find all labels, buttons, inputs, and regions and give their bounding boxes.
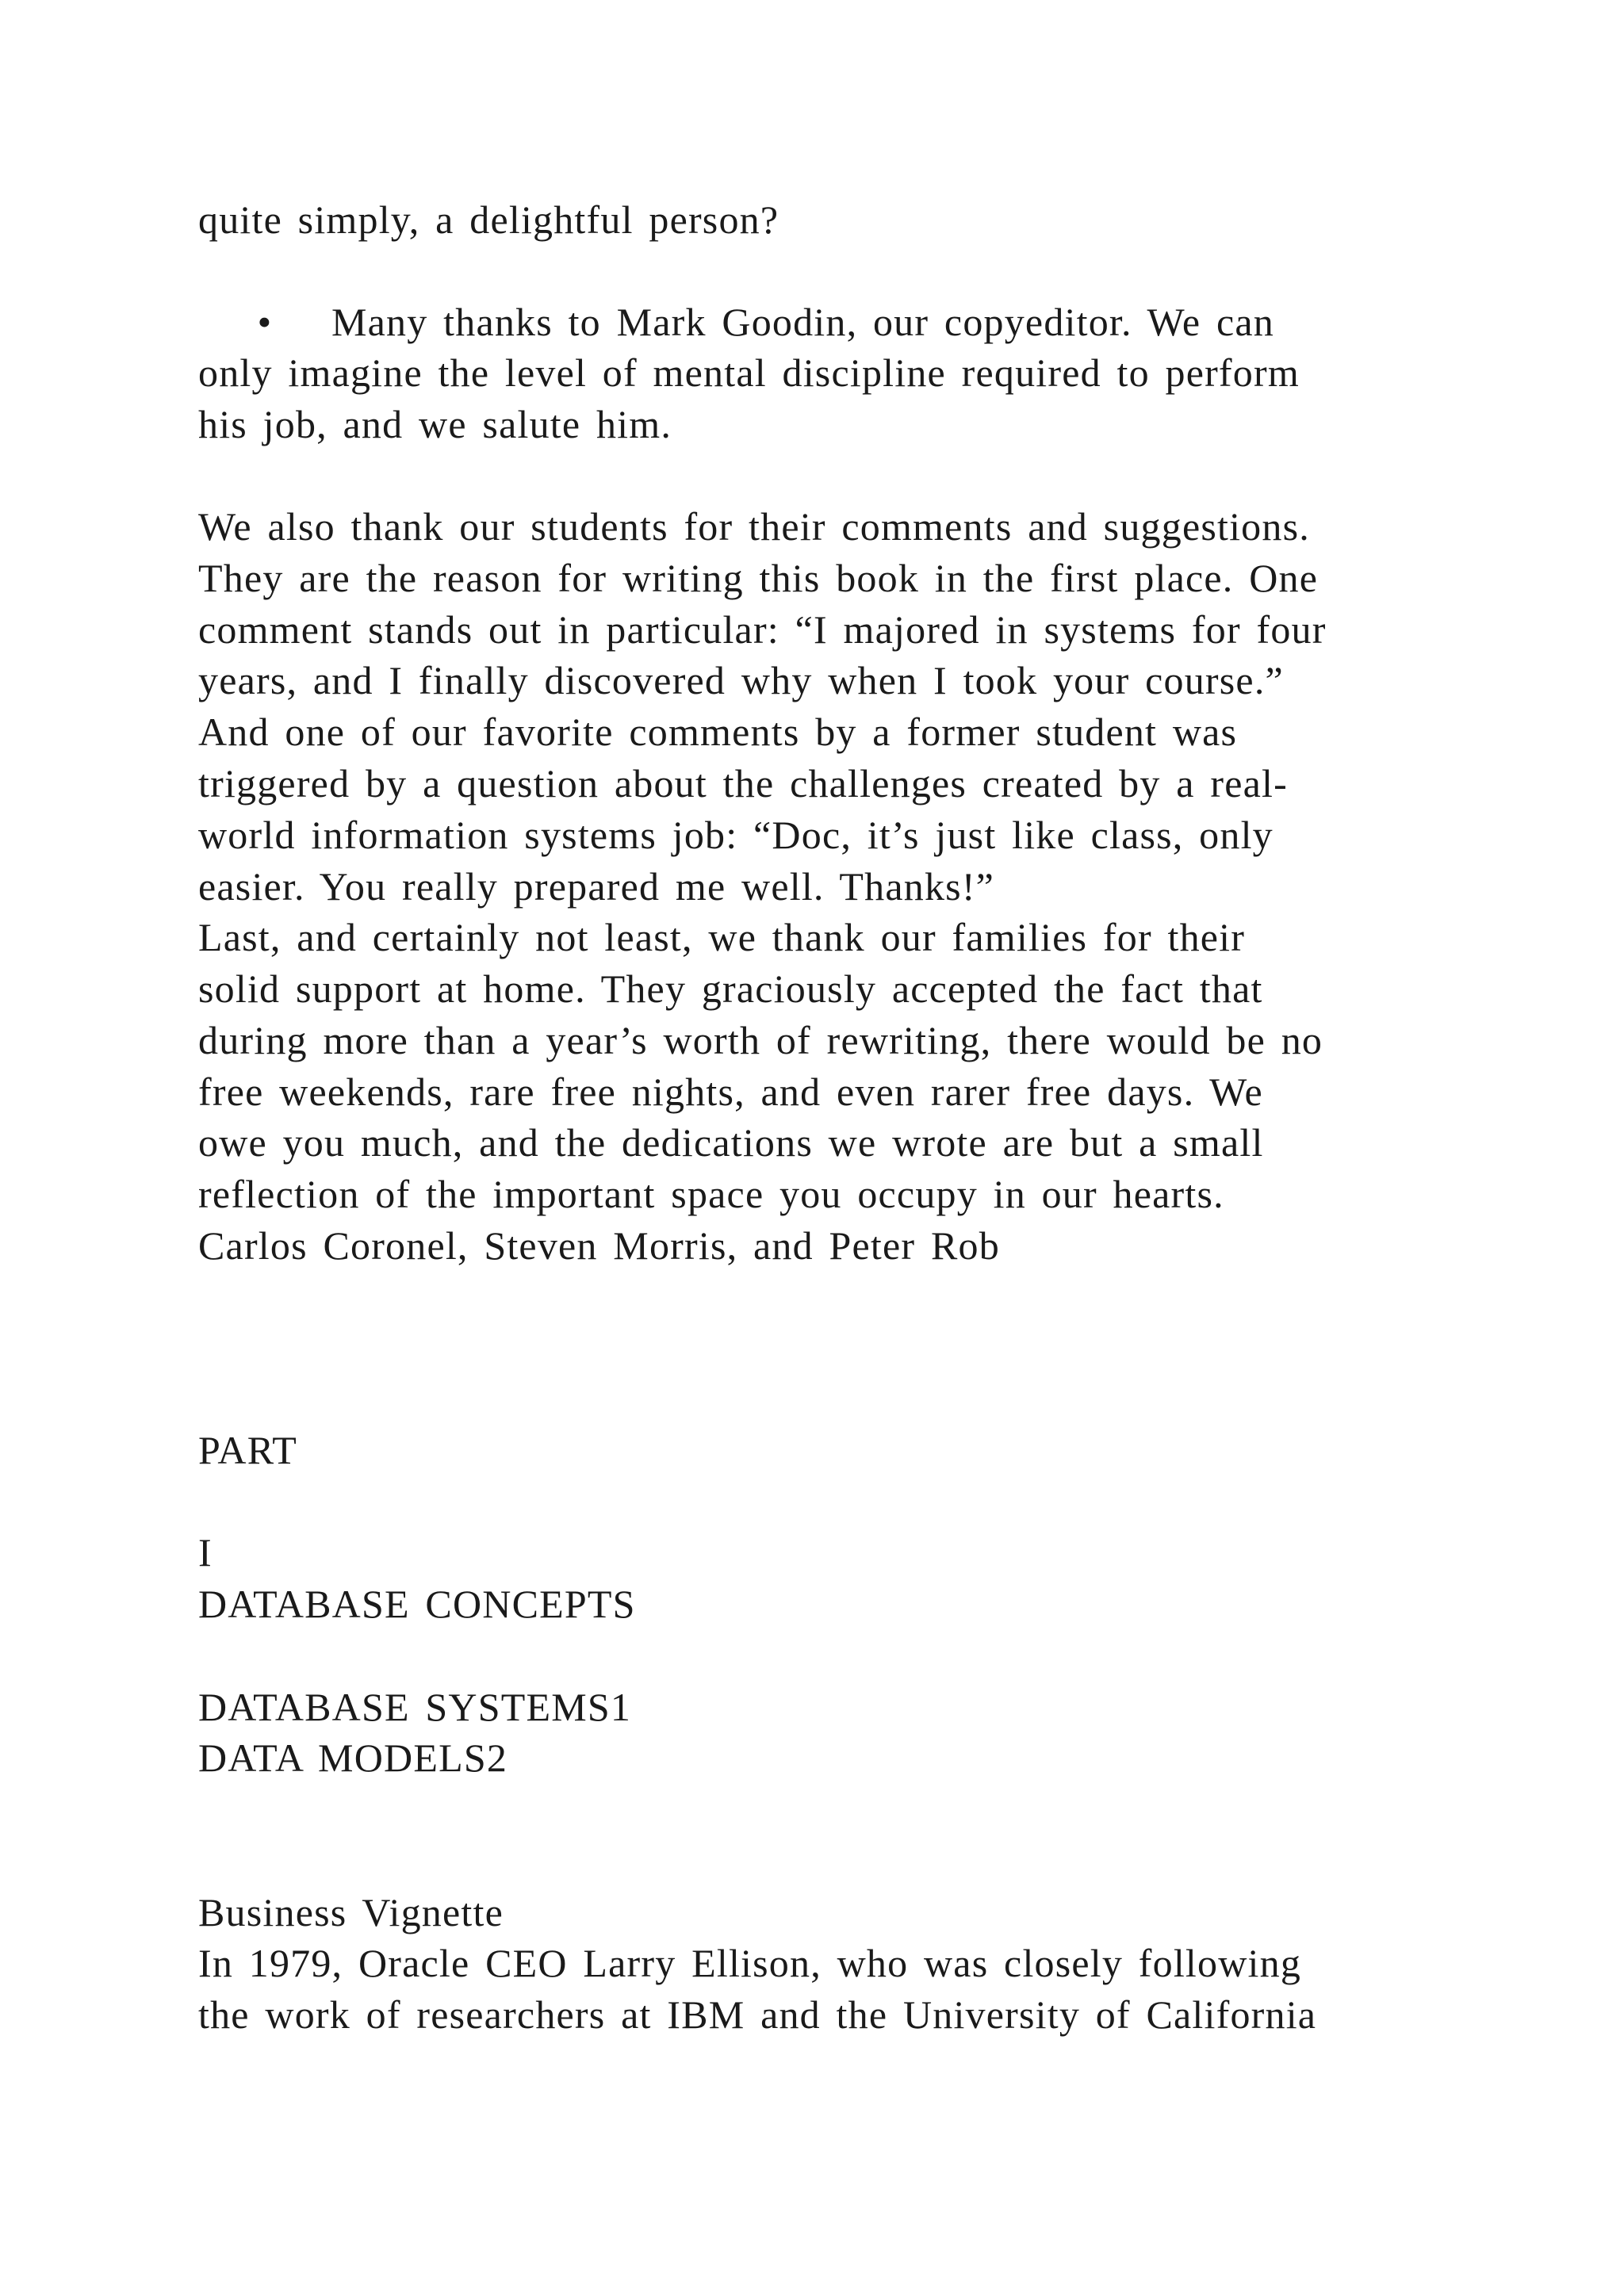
students-paragraph-line: world information systems job: “Doc, it’s just like class, only — [198, 813, 1274, 857]
students-paragraph-line: years, and I finally discovered why when I took your course.” — [198, 658, 1284, 702]
part-number: I — [198, 1530, 213, 1575]
students-paragraph-line: easier. You really prepared me well. Thanks!” — [198, 864, 995, 909]
students-paragraph-line: They are the reason for writing this book in the first place. One — [198, 556, 1319, 600]
bullet-glyph: • — [257, 300, 273, 344]
students-paragraph-line: And one of our favorite comments by a former student was — [198, 710, 1238, 754]
part-label: PART — [198, 1428, 298, 1472]
vignette-heading: Business Vignette — [198, 1890, 504, 1934]
vignette-text-line: the work of researchers at IBM and the University of California — [198, 1992, 1317, 2037]
families-paragraph-line: during more than a year’s worth of rewriting, there would be no — [198, 1018, 1323, 1062]
families-paragraph-line: free weekends, rare free nights, and even rarer free days. We — [198, 1070, 1263, 1114]
students-paragraph-line: comment stands out in particular: “I majored in systems for four — [198, 607, 1327, 652]
bullet-item-line: his job, and we salute him. — [198, 402, 672, 446]
vignette-text-line: In 1979, Oracle CEO Larry Ellison, who was closely following — [198, 1941, 1302, 1985]
families-paragraph-line: reflection of the important space you occupy in our hearts. — [198, 1172, 1224, 1216]
students-paragraph-line: triggered by a question about the challenges created by a real- — [198, 761, 1288, 806]
chapter-entry: DATABASE SYSTEMS1 — [198, 1685, 632, 1729]
part-title: DATABASE CONCEPTS — [198, 1582, 636, 1626]
families-paragraph-line: solid support at home. They graciously accepted the fact that — [198, 966, 1263, 1011]
bullet-text: Many thanks to Mark Goodin, our copyeditor. We can — [331, 300, 1274, 344]
chapter-entry: DATA MODELS2 — [198, 1735, 508, 1780]
bullet-item-line — [198, 296, 1274, 348]
families-paragraph-line: owe you much, and the dedications we wrote are but a small — [198, 1120, 1264, 1165]
students-paragraph-line: We also thank our students for their comments and suggestions. — [198, 504, 1310, 549]
document-page — [198, 0, 1435, 2296]
opening-line: quite simply, a delightful person? — [198, 197, 779, 242]
bullet-item-line: only imagine the level of mental discipline required to perform — [198, 350, 1300, 395]
families-paragraph-line: Last, and certainly not least, we thank our families for their — [198, 915, 1246, 959]
author-signature: Carlos Coronel, Steven Morris, and Peter Rob — [198, 1223, 1000, 1268]
